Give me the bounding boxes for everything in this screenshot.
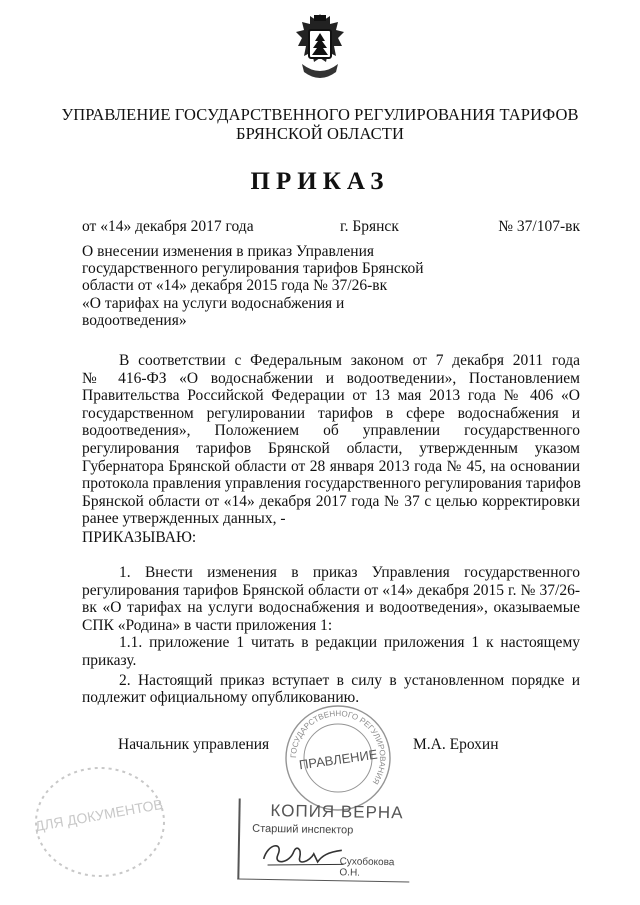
order-number: № 37/107-вк: [498, 218, 580, 235]
faded-stamp-text: ДЛЯ ДОКУМЕНТОВ: [33, 795, 164, 835]
subject-line: «О тарифах на услуги водоснабжения и: [82, 294, 345, 312]
preamble-line: государственном регулировании тарифов в сфере водоснабжения и: [82, 404, 580, 422]
document-title: ПРИКАЗ: [250, 168, 390, 195]
signatory-name: М.А. Ерохин: [413, 736, 499, 753]
preamble-line: Правительства Российской Федерации от 13 мая 2013 года № 406 «О: [82, 387, 580, 405]
subject-line: области от «14» декабря 2015 года № 37/26-вк: [82, 277, 388, 295]
stamp-center-text: ПРАВЛЕНИЕ: [298, 746, 379, 773]
item-line: подлежит официальному опубликованию.: [82, 689, 360, 707]
organization-name-line2: БРЯНСКОЙ ОБЛАСТИ: [236, 124, 404, 143]
item-line: вк «О тарифах на услуги водоснабжения и водоотведения», оказываемые: [82, 599, 580, 617]
item-line: приказу.: [82, 651, 137, 669]
preamble-line: ранее утвержденных данных, -: [82, 510, 286, 528]
subject-line: водоотведения»: [82, 311, 187, 329]
item-line: 1.1. приложение 1 читать в редакции приложения 1 к настоящему: [119, 634, 580, 652]
item-line: 1. Внести изменения в приказ Управления государственного: [119, 564, 580, 581]
order-word: ПРИКАЗЫВАЮ:: [82, 529, 197, 546]
preamble-line: Губернатора Брянской области от 28 января 2013 года № 45, на основании: [82, 457, 580, 475]
preamble-line: регулирования тарифов Брянской области, утвержденным указом: [82, 439, 580, 457]
copy-stamp-title: КОПИЯ ВЕРНА: [270, 801, 404, 823]
order-items: [82, 564, 580, 707]
order-subject: [82, 243, 422, 329]
preamble-line: протокола правления управления государственного регулирования тарифов: [82, 475, 581, 493]
subject-line: государственного регулирования тарифов Брянской: [82, 260, 424, 278]
handwritten-signature: [257, 835, 348, 873]
item-line: регулирования тарифов Брянской области от «14» декабря 2015 г. № 37/26-: [82, 581, 580, 599]
stamp-ring-text: ГОСУДАРСТВЕННОГО РЕГУЛИРОВАНИЯ: [288, 708, 388, 787]
item-line: СПК «Родина» в части приложения 1:: [82, 616, 333, 634]
coat-of-arms-emblem: [292, 12, 348, 84]
copy-stamp-role: Старший инспектор: [252, 822, 354, 837]
official-round-stamp: [282, 702, 394, 814]
preamble-paragraph: [82, 352, 580, 528]
svg-text:ГОСУДАРСТВЕННОГО РЕГУЛИРОВАНИЯ: [289, 709, 387, 786]
preamble-line: № 416-ФЗ «О водоснабжении и водоотведении», Постановлением: [82, 369, 580, 387]
copy-stamp-name: Сухобокова О.Н.: [339, 856, 395, 879]
subject-line: О внесении изменения в приказ Управления: [82, 243, 375, 260]
preamble-line: Брянской области от «14» декабря 2017 года № 37 с целью корректировки: [82, 492, 580, 510]
order-city: г. Брянск: [340, 218, 399, 235]
organization-name-line1: УПРАВЛЕНИЕ ГОСУДАРСТВЕННОГО РЕГУЛИРОВАНИЯ ТАРИФОВ: [61, 105, 579, 124]
copy-certified-stamp: [237, 799, 410, 883]
preamble-line: В соответствии с Федеральным законом от 7 декабря 2011 года: [119, 352, 580, 369]
item-line: 2. Настоящий приказ вступает в силу в установленном порядке и: [119, 671, 580, 689]
faded-round-stamp: [30, 762, 170, 882]
signatory-position: Начальник управления: [118, 736, 270, 753]
order-date: от «14» декабря 2017 года: [82, 218, 254, 235]
preamble-line: водоотведения», Положением об управлении государственного: [82, 422, 580, 440]
